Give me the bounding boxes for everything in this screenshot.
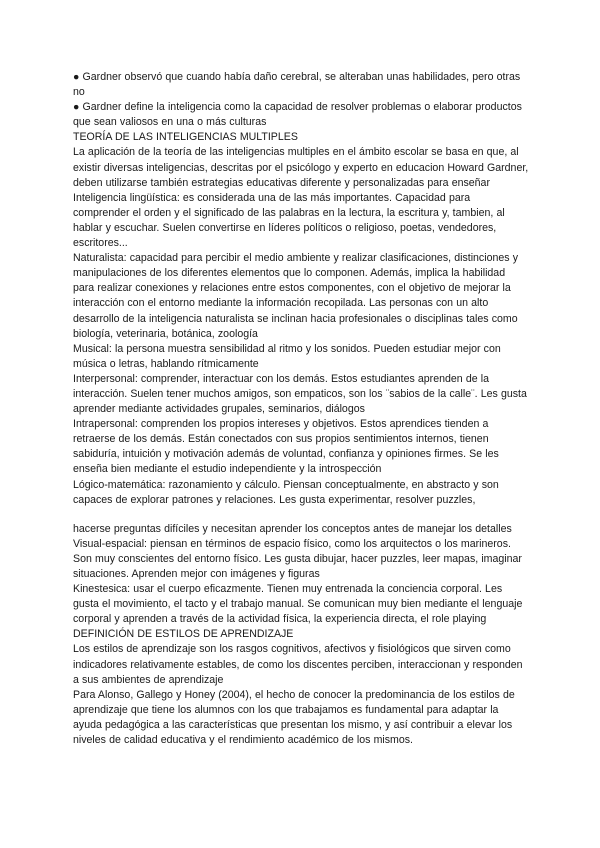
heading-learning-styles-definition: DEFINICIÓN DE ESTILOS DE APRENDIZAJE [73, 628, 294, 641]
paragraph-naturalist-intelligence: Naturalista: capacidad para percibir el medio ambiente y realizar clasificaciones, distinciones y manipulaciones de los diferentes elementos que lo componen. Además, implica la habilidad para realizar conexiones y relaciones entre estos componentes, con el objetivo de mejorar la interacción con el entorno mediante la información recopilada. Las personas con un alto desarrollo de la inteligencia naturalista se inclinan hacia profesionales o disciplinas tales como biología, veterinaria, botánica, zoología [73, 252, 518, 340]
paragraph-kinesthetic-intelligence: Kinestesica: usar el cuerpo eficazmente. Tienen muy entrenada la conciencia corporal. Les gusta el movimiento, el tacto y el trabajo manual. Se comunican muy bien mediante el lenguaje corporal y aprenden a través de la actividad física, la experiencia directa, el role playing [73, 583, 523, 626]
paragraph-learning-styles-definition: Los estilos de aprendizaje son los rasgos cognitivos, afectivos y fisiológicos que sirven como indicadores relativamente estables, de como los discentes perciben, interaccionan y responden a sus ambientes de aprendizaje [73, 643, 523, 686]
paragraph-intrapersonal-intelligence: Intrapersonal: comprenden los propios intereses y objetivos. Estos aprendices tienden a retraerse de los demás. Están conectados con sus propios sentimientos internos, tienen sabiduría, intuición y motivación además de voluntad, confianza y opiniones firmes. Se les enseña bien mediante el estudio independiente y la introspección [73, 418, 499, 476]
bullet-gardner-intelligence-definition: ● Gardner define la inteligencia como la capacidad de resolver problemas o elaborar productos que sean valiosos en una o más culturas [73, 101, 522, 129]
paragraph-logical-mathematical-continued: hacerse preguntas difíciles y necesitan aprender los conceptos antes de manejar los detalles [73, 522, 512, 535]
bullet-gardner-brain-damage: ● Gardner observó que cuando había daño cerebral, se alteraban unas habilidades, pero otras no [73, 71, 521, 99]
paragraph-musical-intelligence: Musical: la persona muestra sensibilidad al ritmo y los sonidos. Pueden estudiar mejor con música o letras, hablando rítmicamente [73, 342, 501, 370]
heading-multiple-intelligences-theory: TEORÍA DE LAS INTELIGENCIAS MULTIPLES [73, 131, 298, 144]
paragraph-alonso-gallego-honey: Para Alonso, Gallego y Honey (2004), el hecho de conocer la predominancia de los estilos de aprendizaje que tiene los alumnos con los que trabajamos es fundamental para adaptar la ayuda pedagógica a las características que presentan los mismo, y así contribuir a elevar los niveles de calidad educativa y el rendimiento académico de los mismos. [73, 688, 515, 747]
paragraph-theory-application: La aplicación de la teoría de las inteligencias multiples en el ámbito escolar se basa en que, al existir diversas inteligencias, descritas por el psicólogo y experto en educacion Howard Gardner, deben utilizarse también estrategias educativas diferente y personalizadas para enseñar [73, 146, 529, 189]
paragraph-interpersonal-intelligence: Interpersonal: comprender, interactuar con los demás. Estos estudiantes aprenden de la interacción. Suelen tener muchos amigos, son empaticos, son los ¨sabios de la calle¨. Les gusta aprender mediante actividades grupales, seminarios, diálogos [73, 372, 527, 416]
document-page [73, 70, 529, 748]
paragraph-linguistic-intelligence: Inteligencia lingüística: es considerada una de las más importantes. Capacidad para comprender el orden y el significado de las palabras en la lectura, la escritura y, tambien, al hablar y escuchar. Suelen convertirse en líderes políticos o religioso, poetas, vendedores, escritores... [73, 191, 505, 250]
paragraph-logical-mathematical-intelligence: Lógico-matemática: razonamiento y cálculo. Piensan conceptualmente, en abstracto y son capaces de explorar patrones y relaciones. Les gusta experimentar, resolver puzzles, [73, 478, 499, 506]
paragraph-visual-spatial-intelligence: Visual-espacial: piensan en términos de espacio físico, como los arquitectos o los marineros. Son muy conscientes del entorno físico. Les gusta dibujar, hacer puzzles, leer mapas, imaginar situaciones. Aprenden mejor con imágenes y figuras [73, 537, 522, 580]
